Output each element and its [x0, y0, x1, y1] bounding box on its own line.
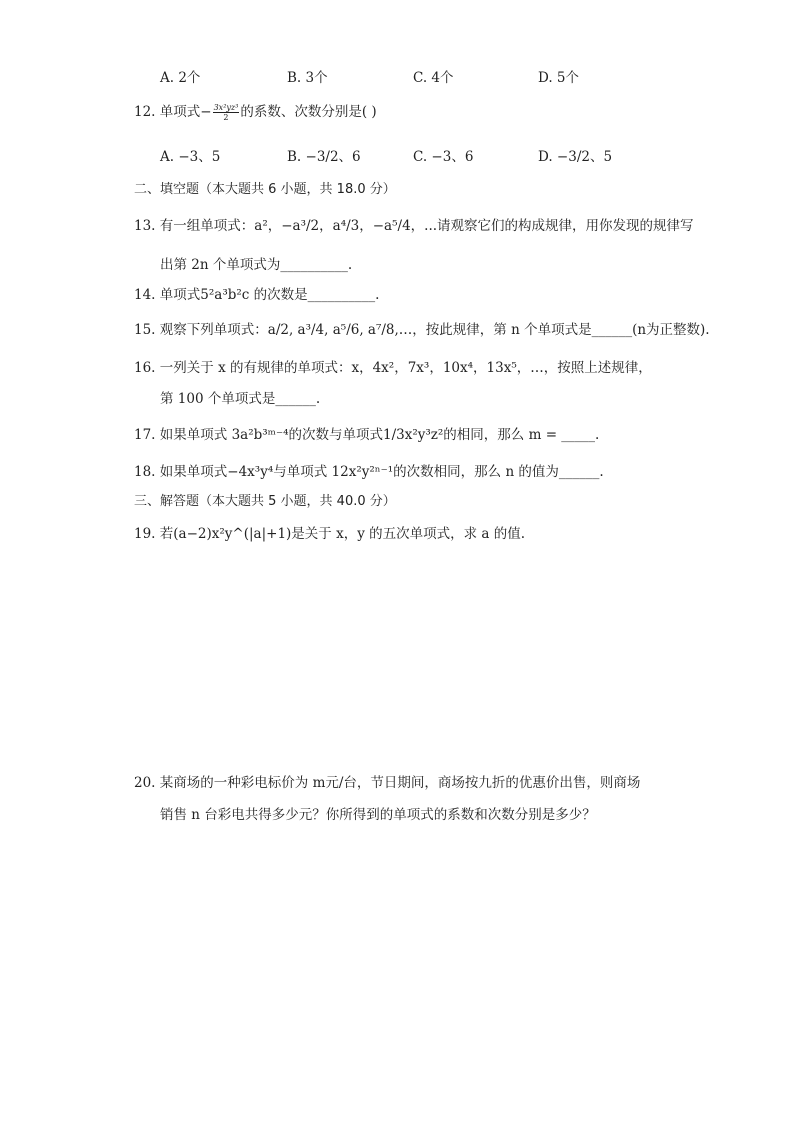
question-number: 15. — [134, 322, 156, 338]
q12-option-a: A. −3、5 — [160, 149, 221, 165]
q11-option-c: C. 4个 — [413, 70, 454, 86]
question-14 — [134, 285, 379, 305]
q16-line-1: 一列关于 x 的有规律的单项式：x，4x²，7x³，10x⁴，13x⁵，…，按照上述规律， — [159, 360, 652, 376]
question-number: 13. — [134, 218, 156, 234]
q12-stem-pre: 单项式− — [159, 104, 212, 120]
question-17 — [134, 425, 599, 445]
q12-fraction-numerator: 3x²yz³ — [213, 103, 239, 112]
question-number: 20. — [134, 775, 156, 791]
question-12 — [134, 102, 377, 122]
q13-line-2: 出第 2n 个单项式为__________. — [160, 257, 353, 273]
question-20 — [134, 773, 640, 793]
question-number: 18. — [134, 464, 156, 480]
question-15 — [134, 320, 710, 340]
q17-text: 如果单项式 3a²b³ᵐ⁻⁴的次数与单项式1/3x²y³z²的相同，那么 m = _____. — [159, 427, 600, 443]
q11-option-b: B. 3个 — [287, 70, 328, 86]
question-16 — [134, 358, 652, 378]
q12-fraction — [213, 103, 240, 122]
section-title-solutions: 三、解答题（本大题共 5 小题，共 40.0 分） — [134, 494, 396, 509]
q18-text: 如果单项式−4x³y⁴与单项式 12x²y²ⁿ⁻¹的次数相同，那么 n 的值为______. — [159, 464, 604, 480]
q16-line-2: 第 100 个单项式是______. — [160, 391, 321, 407]
q12-fraction-denominator: 2 — [223, 113, 229, 122]
q14-text: 单项式5²a³b²c 的次数是__________. — [159, 287, 380, 303]
q13-line-1: 有一组单项式：a²，−a³/2，a⁴/3，−a⁵/4，...请观察它们的构成规律，用你发现的规律写 — [159, 218, 694, 234]
question-19 — [134, 524, 525, 544]
question-number: 17. — [134, 427, 156, 443]
q19-text: 若(a−2)x²y^(|a|+1)是关于 x，y 的五次单项式，求 a 的值. — [159, 526, 526, 542]
question-number: 12. — [134, 104, 156, 120]
q11-option-a: A. 2个 — [160, 70, 201, 86]
q12-stem-post: 的系数、次数分别是( ) — [240, 104, 377, 120]
question-number: 19. — [134, 526, 156, 542]
q12-option-d: D. −3/2、5 — [538, 149, 613, 165]
question-18 — [134, 462, 604, 482]
q15-text: 观察下列单项式：a/2, a³/4, a⁵/6, a⁷/8,…，按此规律，第 n 个单项式是______(n为正整数). — [159, 322, 710, 338]
question-13 — [134, 216, 694, 236]
section-title-fill-in: 二、填空题（本大题共 6 小题，共 18.0 分） — [134, 182, 396, 197]
q12-option-c: C. −3、6 — [413, 149, 474, 165]
q11-option-d: D. 5个 — [538, 70, 580, 86]
q20-line-1: 某商场的一种彩电标价为 m元/台，节日期间，商场按九折的优惠价出售，则商场 — [159, 775, 641, 791]
question-number: 14. — [134, 287, 156, 303]
q20-line-2: 销售 n 台彩电共得多少元？你所得到的单项式的系数和次数分别是多少？ — [160, 807, 596, 823]
question-number: 16. — [134, 360, 156, 376]
q12-option-b: B. −3/2、6 — [287, 149, 361, 165]
